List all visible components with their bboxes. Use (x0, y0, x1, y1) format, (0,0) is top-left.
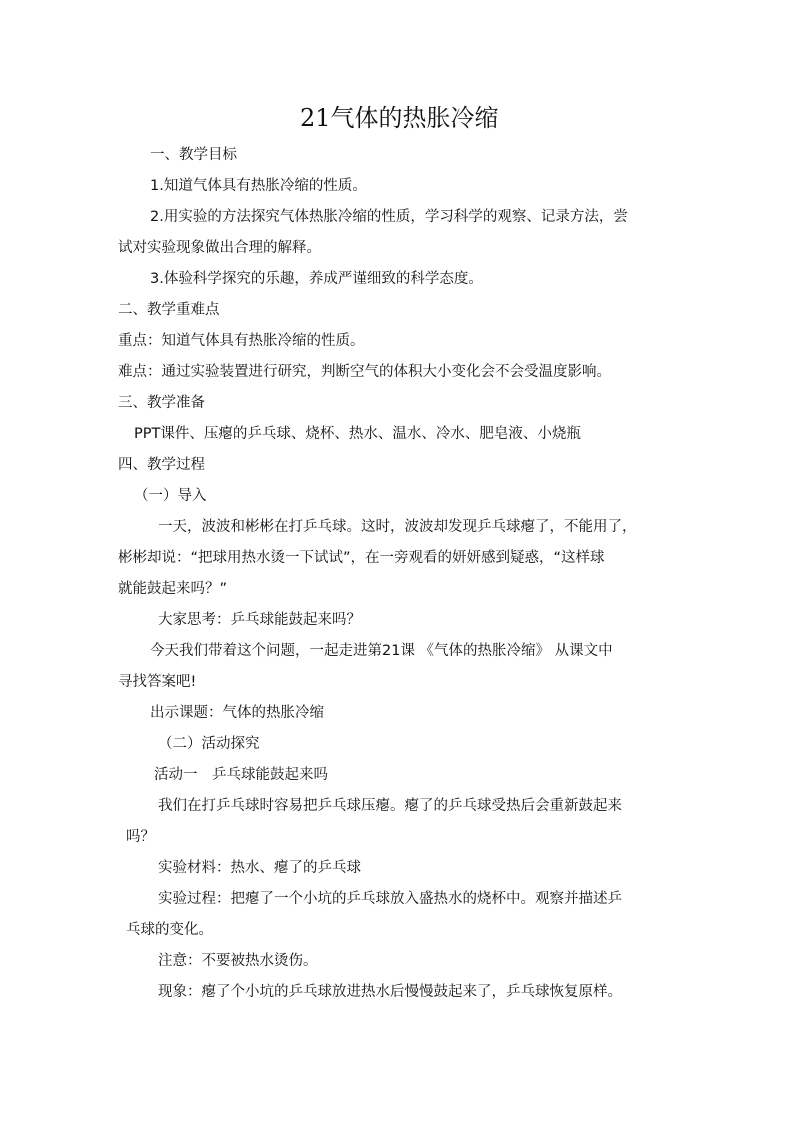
experiment-process-line-2: 乓球的变化。 (126, 922, 213, 938)
goal-3: 3.体验科学探究的乐趣，养成严谨细致的科学态度。 (150, 271, 483, 287)
activity-question-line-1: 我们在打乒乓球时容易把乒乓球压瘪。瘪了的乒乓球受热后会重新鼓起来 (158, 798, 622, 814)
document-title: 21气体的热胀冷缩 (300, 104, 499, 132)
activity-question-line-2: 吗？ (126, 829, 155, 845)
think-question: 大家思考：乒乓球能鼓起来吗？ (158, 612, 361, 628)
heading-teaching-process: 四、教学过程 (118, 457, 205, 473)
subheading-activity-inquiry: （二）活动探究 (158, 736, 260, 752)
goal-2-line-2: 试对实验现象做出合理的解释。 (118, 240, 321, 256)
today-line-1: 今天我们带着这个问题，一起走进第21课 《气体的热胀冷缩》 从课文中 (150, 643, 613, 659)
experiment-process-line-1: 实验过程：把瘪了一个小坑的乒乓球放入盛热水的烧杯中。观察并描述乒 (158, 891, 622, 907)
subheading-introduction: （一）导入 (134, 488, 207, 504)
preparation-materials: PPT课件、压瘪的乒乓球、烧杯、热水、温水、冷水、肥皂液、小烧瓶 (134, 426, 581, 442)
intro-line-1: 一天，波波和彬彬在打乒乓球。这时，波波却发现乒乓球瘪了，不能用了， (158, 519, 637, 535)
heading-teaching-goals: 一、教学目标 (150, 147, 237, 163)
key-point: 重点：知道气体具有热胀冷缩的性质。 (118, 333, 365, 349)
activity-one-title: 活动一 乒乓球能鼓起来吗 (154, 767, 328, 783)
intro-line-2: 彬彬却说：“把球用热水烫一下试试”，在一旁观看的妍妍感到疑惑，“这样球 (118, 550, 605, 566)
heading-preparation: 三、教学准备 (118, 395, 205, 411)
today-line-2: 寻找答案吧! (118, 674, 197, 690)
caution-note: 注意：不要被热水烫伤。 (158, 953, 318, 969)
experiment-materials: 实验材料：热水、瘪了的乒乓球 (158, 860, 361, 876)
show-topic: 出示课题：气体的热胀冷缩 (150, 705, 324, 721)
phenomenon: 现象：瘪了个小坑的乒乓球放进热水后慢慢鼓起来了，乒乓球恢复原样。 (158, 984, 622, 1000)
intro-line-3: 就能鼓起来吗？” (118, 581, 228, 597)
heading-key-points: 二、教学重难点 (118, 302, 220, 318)
goal-2-line-1: 2.用实验的方法探究气体热胀冷缩的性质，学习科学的观察、记录方法，尝 (150, 209, 628, 225)
goal-1: 1.知道气体具有热胀冷缩的性质。 (150, 178, 367, 194)
difficult-point: 难点：通过实验装置进行研究，判断空气的体积大小变化会不会受温度影响。 (118, 364, 611, 380)
